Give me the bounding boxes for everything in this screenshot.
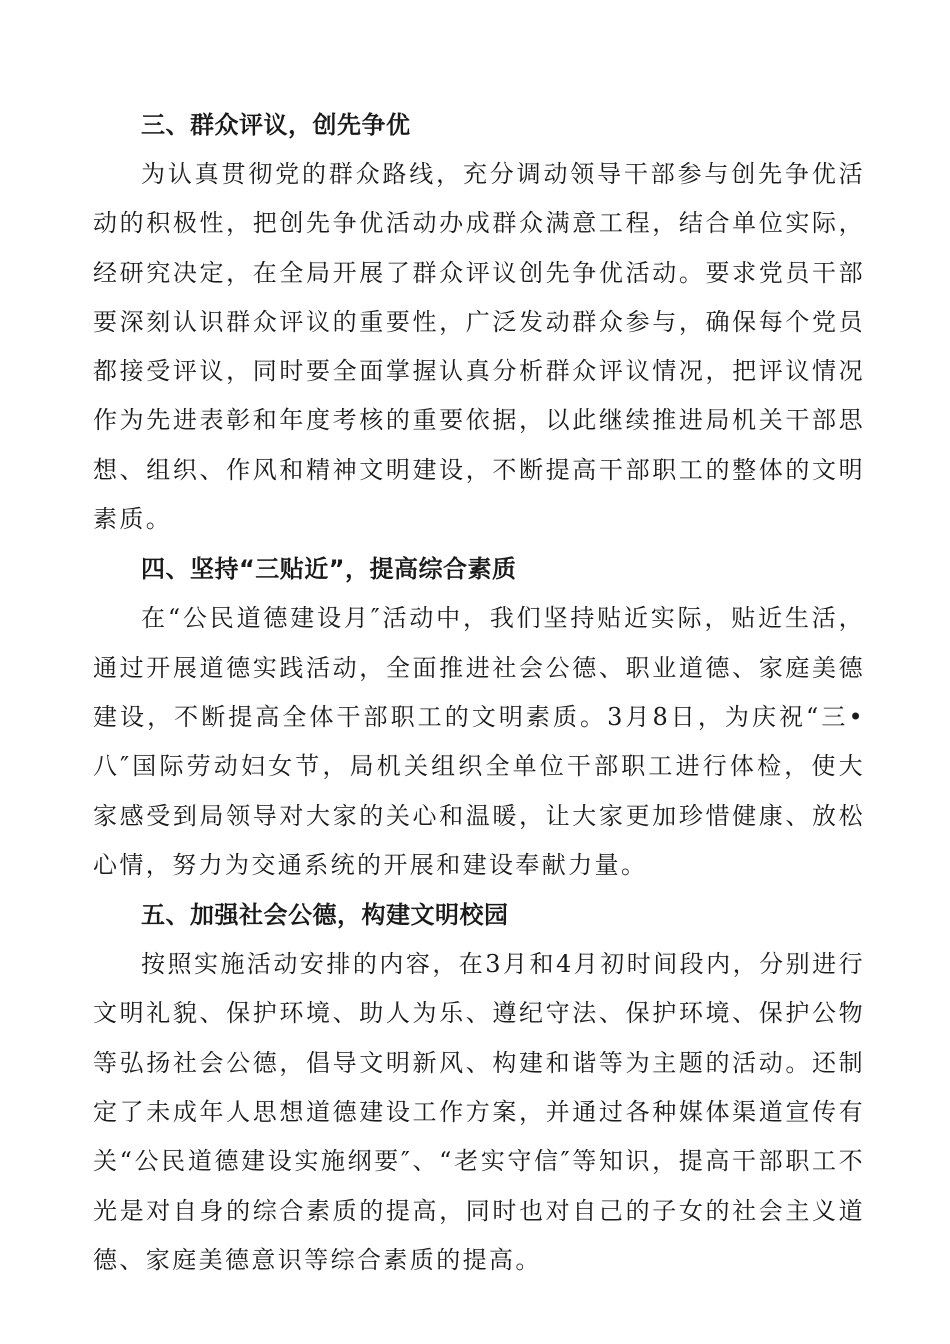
section-3 <box>93 100 865 544</box>
section-5 <box>93 890 865 1285</box>
section-heading: 四、坚持“三贴近”，提高综合素质 <box>141 555 517 584</box>
section-body: 在“公民道德建设月″活动中，我们坚持贴近实际，贴近生活，通过开展道德实践活动，全面推进社会公德、职业道德、家庭美德建设，不断提高全体干部职工的文明素质。3月8日，为庆祝“三•八″国际劳动妇女节，局机关组织全单位干部职工进行体检，使大家感受到局领导对大家的关心和温暖，让大家更加珍惜健康、放松心情，努力为交通系统的开展和建设奉献力量。 <box>93 604 865 879</box>
section-heading: 三、群众评议，创先争优 <box>141 111 411 139</box>
document-page <box>93 100 865 1285</box>
section-heading: 五、加强社会公德，构建文明校园 <box>141 901 509 930</box>
section-4 <box>93 544 865 890</box>
section-body: 按照实施活动安排的内容，在3月和4月初时间段内，分别进行文明礼貌、保护环境、助人为乐、遵纪守法、保护环境、保护公物等弘扬社会公德，倡导文明新风、构建和谐等为主题的活动。还制定了未成年人思想道德建设工作方案，并通过各种媒体渠道宣传有关“公民道德建设实施纲要″、“老实守信″等知识，提高干部职工不光是对自身的综合素质的提高，同时也对自己的子女的社会主义道德、家庭美德意识等综合素质的提高。 <box>93 950 865 1274</box>
section-body: 为认真贯彻党的群众路线，充分调动领导干部参与创先争优活动的积极性，把创先争优活动办成群众满意工程，结合单位实际，经研究决定，在全局开展了群众评议创先争优活动。要求党员干部要深刻认识群众评议的重要性，广泛发动群众参与，确保每个党员都接受评议，同时要全面掌握认真分析群众评议情况，把评议情况作为先进表彰和年度考核的重要依据，以此继续推进局机关干部思想、组织、作风和精神文明建设，不断提高干部职工的整体的文明素质。 <box>93 160 865 534</box>
